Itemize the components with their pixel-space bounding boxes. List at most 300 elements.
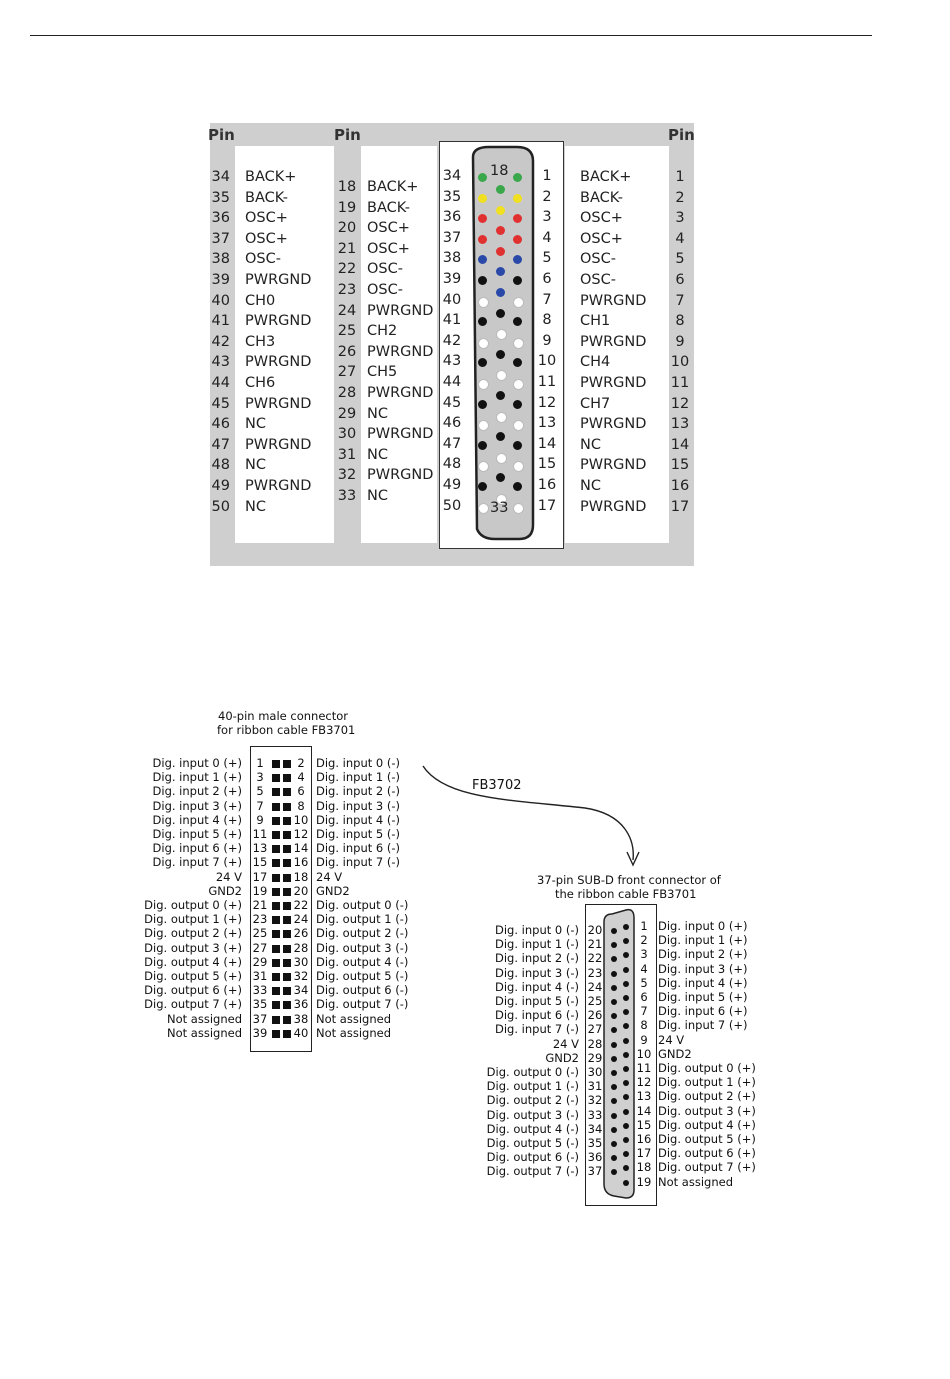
connector-pin-dot — [496, 453, 507, 464]
male-pin-square — [283, 874, 291, 882]
connector-right-pin-number: 11 — [537, 374, 557, 390]
subd-left-signal: Dig. output 6 (-) — [486, 1150, 579, 1165]
middle-pin-number: 25 — [337, 323, 357, 340]
male-left-pin-number: 21 — [252, 898, 268, 912]
middle-pin-signal: NC — [367, 446, 388, 463]
male-right-pin-number: 32 — [293, 969, 309, 983]
male-pin-square — [283, 930, 291, 938]
connector-left-pin-number: 41 — [442, 312, 462, 329]
subd-right-pin-number: 13 — [636, 1089, 652, 1104]
male-right-pin-number: 4 — [297, 770, 305, 785]
male-right-signal: Dig. input 4 (-) — [316, 812, 400, 827]
subd-right-signal: Dig. input 3 (+) — [658, 961, 748, 976]
subd-right-signal: Dig. output 5 (+) — [658, 1132, 756, 1146]
connector-pin-dot — [496, 247, 505, 256]
middle-pin-number: 19 — [337, 199, 357, 216]
middle-pin-number: 18 — [337, 179, 357, 195]
connector-right-pin-number: 4 — [542, 229, 552, 246]
male-pin-square — [283, 1016, 291, 1024]
left-pin-signal: PWRGND — [245, 395, 312, 412]
right-pin-number: 3 — [675, 210, 685, 227]
male-left-signal: Dig. output 0 (+) — [144, 898, 242, 912]
subd-left-pin-number: 34 — [587, 1121, 603, 1136]
male-pin-square — [272, 1016, 280, 1024]
connector-right-pin-number: 15 — [537, 456, 557, 473]
subd-left-pin-number: 35 — [587, 1136, 603, 1150]
subd-right-pin-number: 16 — [636, 1132, 652, 1146]
connector-left-pin-number: 37 — [442, 229, 462, 246]
male-pin-square — [272, 987, 280, 995]
right-pin-signal: PWRGND — [580, 457, 647, 474]
connector-pin-dot — [496, 185, 505, 194]
male-left-pin-number: 3 — [256, 770, 264, 785]
connector-left-pin-number: 38 — [442, 250, 462, 267]
connector-left-pin-number: 45 — [442, 394, 462, 411]
male-connector-title-2: for ribbon cable FB3701 — [217, 723, 356, 737]
subd-right-pin-number: 10 — [636, 1046, 652, 1061]
subd-right-signal: Dig. input 6 (+) — [658, 1004, 748, 1019]
middle-pin-number: 22 — [337, 261, 357, 278]
subd-right-pin-number: 9 — [640, 1032, 648, 1047]
male-right-signal: Dig. input 0 (-) — [316, 756, 400, 770]
connector-right-pin-number: 13 — [537, 415, 557, 432]
connector-left-pin-number: 44 — [442, 374, 462, 390]
left-pin-signal: BACK+ — [245, 169, 297, 185]
subd-right-pin-number: 5 — [640, 975, 648, 990]
connector-left-pin-number: 42 — [442, 332, 462, 349]
connector-pin-dot — [496, 350, 505, 359]
male-right-pin-number: 14 — [293, 841, 309, 856]
subd-right-pin-number: 7 — [640, 1004, 648, 1019]
subd-right-pin-number: 6 — [640, 990, 648, 1004]
male-left-pin-number: 15 — [252, 855, 268, 870]
right-pin-number: 9 — [675, 333, 685, 350]
male-left-signal: Dig. input 5 (+) — [152, 827, 242, 841]
subd-right-signal: Dig. output 6 (+) — [658, 1146, 756, 1161]
subd-right-pin-number: 11 — [636, 1061, 652, 1075]
right-pin-number: 7 — [675, 292, 685, 309]
right-pin-signal: PWRGND — [580, 416, 647, 433]
subd-right-signal: GND2 — [658, 1046, 692, 1061]
middle-pin-number: 23 — [337, 282, 357, 298]
connector-pin-dot — [513, 441, 522, 450]
subd-left-pin-number: 31 — [587, 1079, 603, 1094]
right-pin-number: 1 — [675, 169, 685, 185]
subd-right-signal: Dig. input 0 (+) — [658, 919, 748, 933]
male-right-pin-number: 34 — [293, 983, 309, 998]
subd-pin-dot — [623, 1109, 629, 1115]
connector-left-pin-number: 49 — [442, 477, 462, 493]
male-right-signal: Dig. input 5 (-) — [316, 827, 400, 841]
male-right-signal: Not assigned — [316, 1025, 391, 1040]
left-pin-number: 48 — [211, 457, 230, 474]
subd-left-pin-number: 30 — [587, 1065, 603, 1079]
subd-left-pin-number: 27 — [587, 1022, 603, 1037]
subd-left-signal: Dig. output 0 (-) — [486, 1065, 579, 1079]
subd-pin-dot — [611, 1127, 617, 1133]
male-pin-square — [283, 1030, 291, 1038]
left-pin-signal: CH3 — [245, 333, 276, 350]
subd-pin-dot — [623, 1038, 629, 1044]
male-pin-square — [283, 817, 291, 825]
male-left-pin-number: 27 — [252, 940, 268, 955]
connector-pin-dot — [513, 503, 524, 514]
subd-right-signal: Dig. output 0 (+) — [658, 1061, 756, 1075]
male-pin-square — [272, 1001, 280, 1009]
middle-pin-number: 28 — [337, 385, 357, 401]
male-left-signal: Dig. output 2 (+) — [144, 926, 242, 941]
subd-left-pin-number: 32 — [587, 1093, 603, 1108]
connector-left-pin-number: 40 — [442, 291, 462, 308]
subd-right-pin-number: 3 — [640, 947, 648, 962]
connector-right-pin-number: 2 — [542, 188, 552, 205]
pin-header-right: Pin — [668, 126, 695, 144]
left-pin-number: 36 — [211, 210, 230, 227]
male-pin-square — [283, 945, 291, 953]
male-pin-square — [272, 945, 280, 953]
middle-pin-number: 20 — [337, 220, 357, 237]
male-pin-square — [272, 859, 280, 867]
subd-left-signal: Dig. input 4 (-) — [495, 979, 579, 994]
male-right-pin-number: 20 — [293, 883, 309, 898]
right-pin-signal: PWRGND — [580, 375, 647, 391]
connector-pin-dot — [478, 338, 489, 349]
subd-left-pin-number: 26 — [587, 1008, 603, 1023]
right-pin-number: 12 — [670, 395, 690, 412]
middle-pin-signal: OSC- — [367, 261, 403, 278]
left-pin-number: 47 — [211, 436, 230, 453]
connector-pin-dot — [496, 206, 505, 215]
middle-pin-signal: NC — [367, 488, 388, 504]
connector-right-pin-number: 12 — [537, 394, 557, 411]
middle-pin-signal: OSC- — [367, 282, 403, 298]
subd-left-pin-number: 24 — [587, 979, 603, 994]
left-pin-number: 38 — [211, 251, 230, 268]
subd-right-signal: Dig. output 1 (+) — [658, 1075, 756, 1090]
left-pin-number: 43 — [211, 354, 230, 371]
connector-left-pin-number: 48 — [442, 456, 462, 473]
male-pin-square — [283, 803, 291, 811]
male-right-signal: Dig. output 2 (-) — [316, 926, 409, 941]
subd-left-pin-number: 37 — [587, 1164, 603, 1179]
connector-pin-dot — [513, 482, 522, 491]
connector-right-pin-number: 10 — [537, 353, 557, 370]
left-pin-signal: OSC- — [245, 251, 281, 268]
subd-pin-dot — [623, 1052, 629, 1058]
connector-pin-dot — [478, 173, 487, 182]
subd-left-pin-number: 22 — [587, 951, 603, 966]
middle-pin-number: 29 — [337, 405, 357, 422]
male-left-pin-number: 9 — [256, 812, 264, 827]
subd-pin-dot — [611, 1042, 617, 1048]
male-right-signal: Dig. output 1 (-) — [316, 912, 409, 927]
left-pin-number: 34 — [211, 169, 230, 185]
male-right-pin-number: 12 — [293, 827, 309, 841]
subd-left-signal: Dig. input 3 (-) — [495, 965, 579, 980]
male-pin-square — [283, 987, 291, 995]
male-left-pin-number: 1 — [256, 756, 264, 770]
middle-pin-signal: CH2 — [367, 323, 398, 340]
left-pin-signal: NC — [245, 498, 266, 515]
subd-left-signal: 24 V — [552, 1036, 579, 1051]
male-left-signal: Dig. output 1 (+) — [144, 912, 242, 927]
right-pin-number: 8 — [675, 313, 685, 330]
middle-pin-signal: BACK- — [367, 199, 410, 216]
male-left-pin-number: 5 — [256, 784, 264, 799]
male-right-signal: Dig. input 7 (-) — [316, 855, 400, 870]
right-pin-signal: PWRGND — [580, 292, 647, 309]
right-pin-signal: BACK+ — [580, 169, 632, 185]
male-pin-square — [283, 760, 291, 768]
male-pin-square — [272, 902, 280, 910]
subd-right-signal: Dig. output 4 (+) — [658, 1117, 756, 1132]
subd-left-signal: Dig. output 2 (-) — [486, 1093, 579, 1108]
left-pin-signal: NC — [245, 416, 266, 433]
male-left-pin-number: 13 — [252, 841, 268, 856]
left-pin-number: 44 — [211, 375, 230, 391]
right-pin-signal: OSC- — [580, 272, 616, 288]
subd-right-signal: Dig. output 7 (+) — [658, 1160, 756, 1175]
male-left-pin-number: 37 — [252, 1011, 268, 1026]
male-right-signal: Dig. output 3 (-) — [316, 940, 409, 955]
subd-pin-dot — [623, 967, 629, 973]
male-right-pin-number: 36 — [293, 997, 309, 1012]
male-right-signal: Dig. output 7 (-) — [316, 997, 409, 1012]
male-pin-square — [272, 930, 280, 938]
subd-left-signal: Dig. input 0 (-) — [495, 923, 579, 937]
middle-pin-signal: PWRGND — [367, 467, 434, 484]
male-pin-square — [283, 788, 291, 796]
right-pin-number: 6 — [675, 272, 685, 288]
subd-pin-dot — [611, 985, 617, 991]
middle-pin-number: 24 — [337, 302, 357, 319]
subd-pin-dot — [611, 999, 617, 1005]
middle-pin-number: 26 — [337, 343, 357, 360]
subd-pin-dot — [611, 1113, 617, 1119]
connector-pin-dot — [513, 338, 524, 349]
subd-pin-dot — [623, 1123, 629, 1129]
male-pin-square — [283, 888, 291, 896]
subd-pin-dot — [623, 995, 629, 1001]
male-pin-square — [272, 973, 280, 981]
male-pin-square — [283, 1001, 291, 1009]
male-left-signal: Dig. output 7 (+) — [144, 997, 242, 1012]
connector-pin-dot — [478, 297, 489, 308]
connector-pin-dot — [478, 400, 487, 409]
middle-pin-signal: BACK+ — [367, 179, 419, 195]
subd-right-signal: Dig. output 2 (+) — [658, 1089, 756, 1104]
connector-pin-dot — [478, 482, 487, 491]
male-right-signal: Dig. input 1 (-) — [316, 770, 400, 785]
male-right-signal: GND2 — [316, 883, 350, 898]
male-left-pin-number: 35 — [252, 997, 268, 1012]
male-pin-square — [283, 774, 291, 782]
pin50-diagram — [210, 123, 694, 566]
subd-right-pin-number: 14 — [636, 1103, 652, 1118]
male-pin-square — [283, 916, 291, 924]
right-pin-signal: OSC+ — [580, 210, 623, 227]
right-pin-signal: PWRGND — [580, 498, 647, 515]
subd-left-signal: Dig. input 6 (-) — [495, 1008, 579, 1023]
connector-pin-dot — [496, 309, 505, 318]
connector-right-pin-number: 9 — [542, 332, 552, 349]
male-pin-square — [283, 859, 291, 867]
connector-right-pin-number: 3 — [542, 209, 552, 226]
connector-right-pin-number: 17 — [537, 497, 557, 514]
right-pin-signal: BACK- — [580, 189, 623, 206]
male-left-signal: Dig. input 0 (+) — [152, 756, 242, 770]
male-left-signal: Dig. output 5 (+) — [144, 969, 242, 983]
male-right-signal: Dig. output 5 (-) — [316, 969, 409, 983]
middle-pin-signal: PWRGND — [367, 343, 434, 360]
right-pin-signal: NC — [580, 478, 601, 494]
connector-pin-dot — [513, 379, 524, 390]
left-pin-number: 50 — [211, 498, 230, 515]
right-pin-signal: CH7 — [580, 395, 611, 412]
male-pin-square — [272, 874, 280, 882]
left-pin-number: 37 — [211, 230, 230, 247]
male-pin-square — [283, 973, 291, 981]
male-left-signal: Dig. output 3 (+) — [144, 940, 242, 955]
subd-left-signal: Dig. output 3 (-) — [486, 1107, 579, 1122]
subd-left-pin-number: 20 — [587, 923, 603, 937]
right-pin-number: 13 — [670, 416, 690, 433]
male-right-pin-number: 22 — [293, 898, 309, 912]
middle-pin-signal: OSC+ — [367, 220, 410, 237]
subd-right-signal: 24 V — [658, 1032, 685, 1047]
subd-right-pin-number: 15 — [636, 1117, 652, 1132]
left-pin-signal: BACK- — [245, 189, 288, 206]
connector-left-pin-number: 39 — [442, 271, 462, 287]
connector-pin-dot — [478, 194, 487, 203]
subd-right-pin-number: 1 — [640, 919, 648, 933]
connector-right-pin-number: 7 — [542, 291, 552, 308]
middle-pin-number: 31 — [337, 446, 357, 463]
subd-left-signal: GND2 — [545, 1050, 579, 1065]
male-right-signal: Not assigned — [316, 1011, 391, 1026]
subd-right-pin-number: 17 — [636, 1146, 652, 1161]
subd-pin-dot — [611, 928, 617, 934]
subd-right-pin-number: 12 — [636, 1075, 652, 1090]
connector-right-pin-number: 1 — [542, 168, 552, 184]
right-pin-signal: CH1 — [580, 313, 611, 330]
cable-label: FB3702 — [472, 778, 522, 793]
connector-pin-dot — [478, 235, 487, 244]
right-pin-signal: NC — [580, 436, 601, 453]
subd-left-signal: Dig. output 1 (-) — [486, 1079, 579, 1094]
middle-pin-number: 30 — [337, 426, 357, 443]
page-header-rule — [30, 35, 872, 36]
male-left-pin-number: 31 — [252, 969, 268, 983]
male-left-pin-number: 17 — [252, 869, 268, 884]
male-left-pin-number: 7 — [256, 798, 264, 813]
male-pin-square — [283, 959, 291, 967]
connector-left-pin-number: 36 — [442, 209, 462, 226]
left-pin-signal: PWRGND — [245, 354, 312, 371]
male-right-pin-number: 24 — [293, 912, 309, 927]
right-pin-number: 16 — [670, 478, 690, 494]
middle-pin-number: 33 — [337, 488, 357, 504]
male-left-signal: Dig. input 3 (+) — [152, 798, 242, 813]
subd-right-pin-number: 19 — [636, 1174, 652, 1189]
subd-right-pin-number: 18 — [636, 1160, 652, 1175]
subd-right-signal: Not assigned — [658, 1174, 733, 1189]
pin-header-left: Pin — [208, 126, 235, 144]
connector-pin-dot — [513, 400, 522, 409]
pin-header-middle: Pin — [334, 126, 361, 144]
left-pin-number: 41 — [211, 313, 230, 330]
right-pin-number: 2 — [675, 189, 685, 206]
subd-title-2: the ribbon cable FB3701 — [555, 887, 697, 901]
subd-right-signal: Dig. output 3 (+) — [658, 1103, 756, 1118]
right-pin-signal: CH4 — [580, 354, 611, 371]
male-right-pin-number: 18 — [293, 869, 309, 884]
connector-pin-dot — [513, 235, 522, 244]
male-left-pin-number: 19 — [252, 883, 268, 898]
middle-pin-signal: PWRGND — [367, 302, 434, 319]
connector-left-pin-number: 47 — [442, 435, 462, 452]
male-right-pin-number: 6 — [297, 784, 305, 799]
male-pin-square — [272, 888, 280, 896]
left-pin-number: 49 — [211, 478, 230, 494]
subd-pin-dot — [611, 1141, 617, 1147]
connector-left-pin-number: 50 — [442, 497, 462, 514]
subd-right-signal: Dig. input 5 (+) — [658, 990, 748, 1004]
connector-pin-dot — [478, 379, 489, 390]
subd-right-pin-number: 4 — [640, 961, 648, 976]
subd-pin-dot — [623, 1180, 629, 1186]
subd-left-signal: Dig. input 5 (-) — [495, 994, 579, 1008]
right-pin-number: 10 — [670, 354, 690, 371]
male-right-signal: Dig. output 6 (-) — [316, 983, 409, 998]
subd-title-1: 37-pin SUB-D front connector of — [537, 873, 721, 887]
male-pin-square — [272, 817, 280, 825]
connector-left-pin-number: 46 — [442, 415, 462, 432]
male-pin-square — [272, 845, 280, 853]
male-left-signal: 24 V — [215, 869, 242, 884]
male-pin-square — [272, 803, 280, 811]
male-pin-square — [272, 916, 280, 924]
left-pin-signal: NC — [245, 457, 266, 474]
middle-pin-number: 21 — [337, 240, 357, 257]
left-pin-signal: PWRGND — [245, 478, 312, 494]
subd-left-pin-number: 23 — [587, 965, 603, 980]
subd-left-signal: Dig. input 7 (-) — [495, 1022, 579, 1037]
male-right-pin-number: 28 — [293, 940, 309, 955]
subd-right-pin-number: 2 — [640, 933, 648, 948]
connector-right-pin-number: 5 — [542, 250, 552, 267]
subd-left-pin-number: 28 — [587, 1036, 603, 1051]
right-pin-number: 15 — [670, 457, 690, 474]
subd37-connector-shell — [600, 908, 640, 1200]
subd-left-pin-number: 33 — [587, 1107, 603, 1122]
male-connector-title-1: 40-pin male connector — [218, 709, 349, 723]
right-pin-signal: PWRGND — [580, 333, 647, 350]
male-left-signal: Dig. input 2 (+) — [152, 784, 242, 799]
cable-arrow — [415, 760, 655, 875]
middle-pin-number: 32 — [337, 467, 357, 484]
male-right-pin-number: 16 — [293, 855, 309, 870]
connector-left-pin-number: 43 — [442, 353, 462, 370]
male-pin-square — [272, 774, 280, 782]
subd-right-pin-number: 8 — [640, 1018, 648, 1033]
male-left-pin-number: 39 — [252, 1025, 268, 1040]
right-pin-signal: OSC- — [580, 251, 616, 268]
male-left-signal: GND2 — [208, 883, 242, 898]
left-pin-number: 35 — [211, 189, 230, 206]
subd-left-pin-number: 36 — [587, 1150, 603, 1165]
male-left-signal: Not assigned — [167, 1025, 242, 1040]
